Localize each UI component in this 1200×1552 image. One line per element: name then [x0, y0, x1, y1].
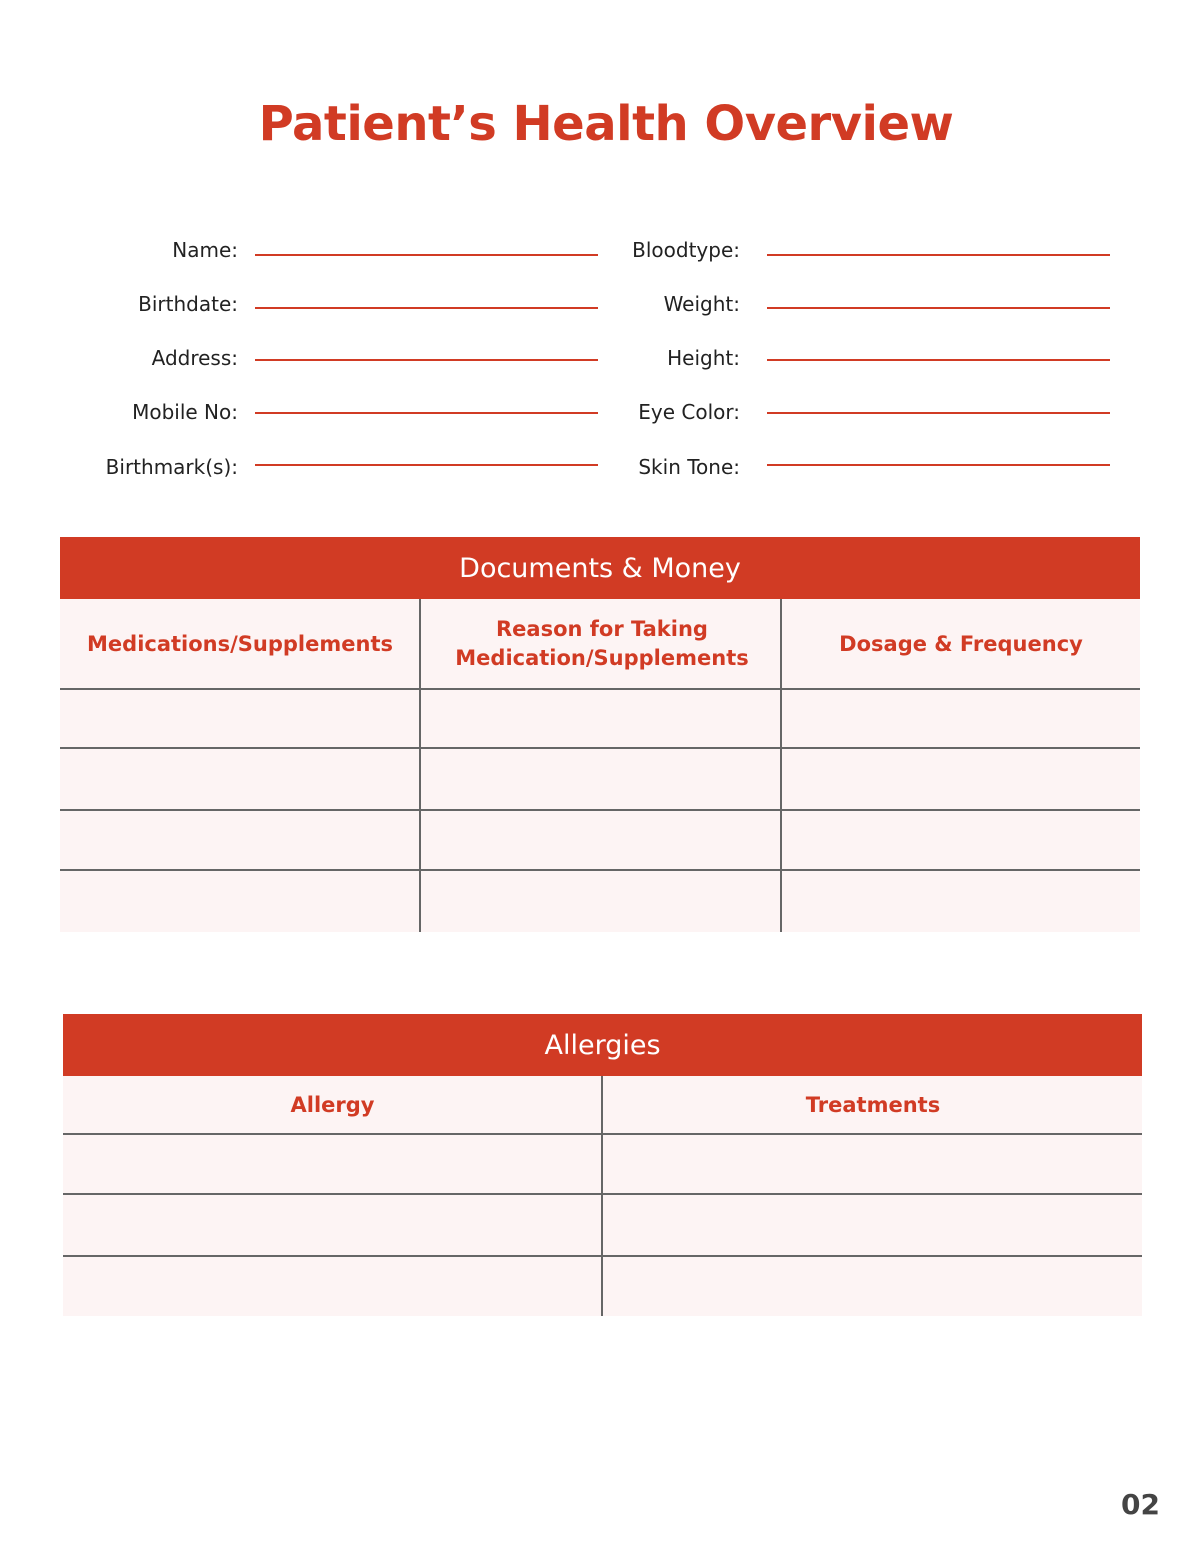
medications-table	[60, 537, 1140, 932]
skin-tone-label: Skin Tone:	[638, 455, 740, 479]
row-divider	[60, 869, 1140, 871]
row-divider	[60, 809, 1140, 811]
row-divider	[60, 747, 1140, 749]
eye-color-field[interactable]	[767, 412, 1110, 414]
allergies-table	[63, 1014, 1142, 1316]
name-label: Name:	[172, 238, 238, 262]
column-header-allergy: Allergy	[290, 1092, 375, 1117]
height-field[interactable]	[767, 359, 1110, 361]
name-field[interactable]	[255, 254, 598, 256]
weight-field[interactable]	[767, 307, 1110, 309]
row-divider	[60, 688, 1140, 690]
mobile-label: Mobile No:	[132, 400, 238, 424]
column-header-reason: Reason for Taking Medication/Supplements	[455, 617, 749, 670]
weight-label: Weight:	[663, 292, 740, 316]
birthmarks-field[interactable]	[255, 464, 598, 466]
page-number: 02	[1121, 1488, 1160, 1521]
eye-color-label: Eye Color:	[638, 400, 740, 424]
bloodtype-label: Bloodtype:	[632, 238, 740, 262]
address-field[interactable]	[255, 359, 598, 361]
birthdate-field[interactable]	[255, 307, 598, 309]
column-header-medications: Medications/Supplements	[87, 631, 393, 656]
column-header-dosage: Dosage & Frequency	[839, 631, 1083, 656]
birthdate-label: Birthdate:	[138, 292, 238, 316]
column-divider	[601, 1076, 603, 1316]
height-label: Height:	[667, 346, 740, 370]
allergies-table-title: Allergies	[63, 1014, 1142, 1076]
skin-tone-field[interactable]	[767, 464, 1110, 466]
mobile-field[interactable]	[255, 412, 598, 414]
medications-table-title: Documents & Money	[60, 537, 1140, 599]
column-header-treatments: Treatments	[805, 1092, 941, 1117]
page-title: Patient’s Health Overview	[258, 96, 954, 152]
address-label: Address:	[151, 346, 238, 370]
column-divider	[780, 599, 782, 932]
birthmarks-label: Birthmark(s):	[105, 455, 238, 479]
column-divider	[419, 599, 421, 932]
bloodtype-field[interactable]	[767, 254, 1110, 256]
